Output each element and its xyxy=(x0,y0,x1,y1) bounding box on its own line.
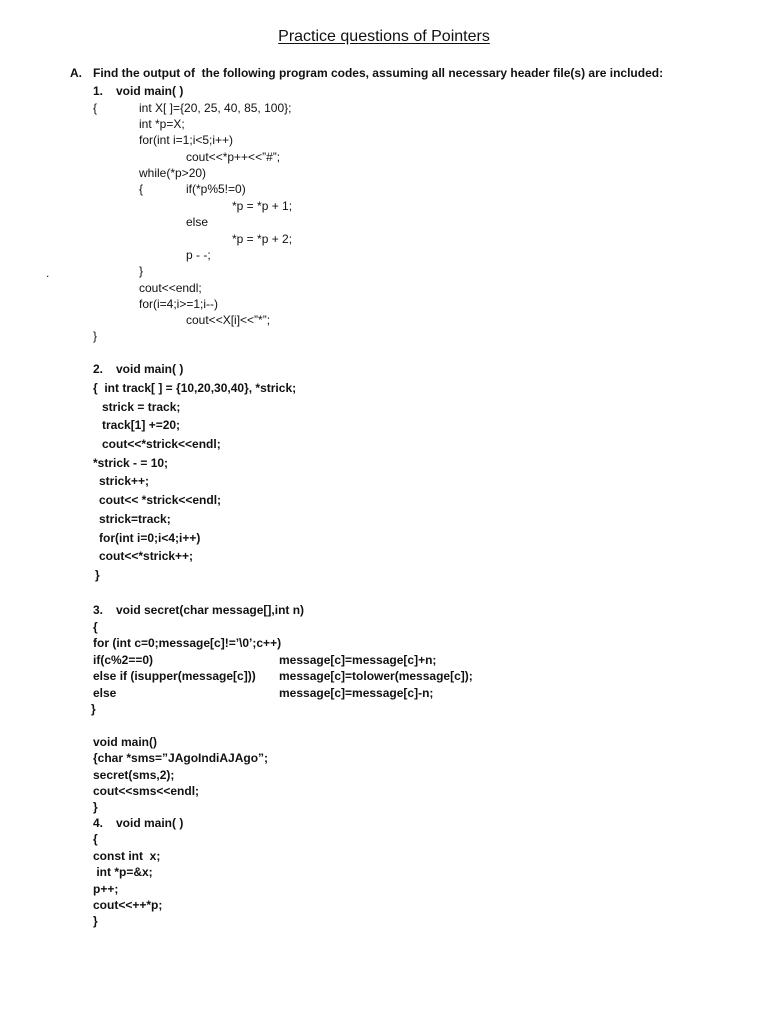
code-line: } xyxy=(93,914,98,928)
code-line: strick++; xyxy=(99,474,150,488)
code-line: message[c]=tolower(message[c]); xyxy=(279,669,473,683)
code-line: {char *sms=”JAgoIndiAJAgo”; xyxy=(93,751,269,765)
code-line: secret(sms,2); xyxy=(93,768,175,782)
code-line: { xyxy=(93,101,98,115)
code-line: cout<<sms<<endl; xyxy=(93,784,200,798)
code-line: { int track[ ] = {10,20,30,40}, *strick; xyxy=(93,381,297,395)
code-line: cout<<*p++<<”#”; xyxy=(186,150,281,164)
code-line: { xyxy=(93,832,98,846)
code-line: } xyxy=(139,264,144,278)
code-line: else if (isupper(message[c])) xyxy=(93,669,256,683)
code-line: cout<<*strick<<endl; xyxy=(102,437,221,451)
question-number: 3. xyxy=(93,603,104,617)
question-number: 4. xyxy=(93,816,104,830)
code-line: int X[ ]={20, 25, 40, 85, 100}; xyxy=(139,101,292,115)
code-line: for (int c=0;message[c]!=’\0’;c++) xyxy=(93,636,282,650)
code-line: if(*p%5!=0) xyxy=(186,182,246,196)
code-line: for(int i=0;i<4;i++) xyxy=(99,531,201,545)
code-line: p - -; xyxy=(186,248,211,262)
question-header: void main( ) xyxy=(116,84,184,98)
code-line: track[1] +=20; xyxy=(102,418,181,432)
section-instruction: Find the output of the following program codes, assuming all necessary header file(s) are included: xyxy=(93,66,664,80)
code-line: for(i=4;i>=1;i--) xyxy=(139,297,219,311)
code-line: strick=track; xyxy=(99,512,171,526)
section-label: A. xyxy=(70,66,82,80)
code-line: message[c]=message[c]-n; xyxy=(279,686,434,700)
code-line: int *p=X; xyxy=(139,117,185,131)
code-line: int *p=&x; xyxy=(93,865,153,879)
question-header: void main( ) xyxy=(116,362,184,376)
stray-mark: . xyxy=(46,266,50,280)
page-title: Practice questions of Pointers xyxy=(278,28,490,45)
question-header: void main( ) xyxy=(116,816,184,830)
question-number: 2. xyxy=(93,362,104,376)
code-line: message[c]=message[c]+n; xyxy=(279,653,437,667)
code-line: *p = *p + 1; xyxy=(232,199,293,213)
code-line: } xyxy=(91,702,96,716)
code-line: { xyxy=(139,182,144,196)
code-line: } xyxy=(95,568,100,582)
code-line: while(*p>20) xyxy=(139,166,207,180)
code-line: cout<<X[i]<<”*”; xyxy=(186,313,271,327)
code-line: { xyxy=(93,620,98,634)
code-line: } xyxy=(93,329,98,343)
code-line: cout<<*strick++; xyxy=(99,549,194,563)
question-header: void secret(char message[],int n) xyxy=(116,603,305,617)
code-line: else xyxy=(93,686,117,700)
code-line: cout<<endl; xyxy=(139,281,202,295)
code-line: cout<<++*p; xyxy=(93,898,163,912)
code-line: else xyxy=(186,215,209,229)
code-line: *strick - = 10; xyxy=(93,456,169,470)
code-line: strick = track; xyxy=(102,400,181,414)
code-line: *p = *p + 2; xyxy=(232,232,293,246)
code-line: if(c%2==0) xyxy=(93,653,154,667)
code-line: p++; xyxy=(93,882,119,896)
code-line: cout<< *strick<<endl; xyxy=(99,493,222,507)
question-number: 1. xyxy=(93,84,104,98)
code-line: } xyxy=(93,800,98,814)
code-line: void main() xyxy=(93,735,158,749)
code-line: for(int i=1;i<5;i++) xyxy=(139,133,234,147)
code-line: const int x; xyxy=(93,849,161,863)
